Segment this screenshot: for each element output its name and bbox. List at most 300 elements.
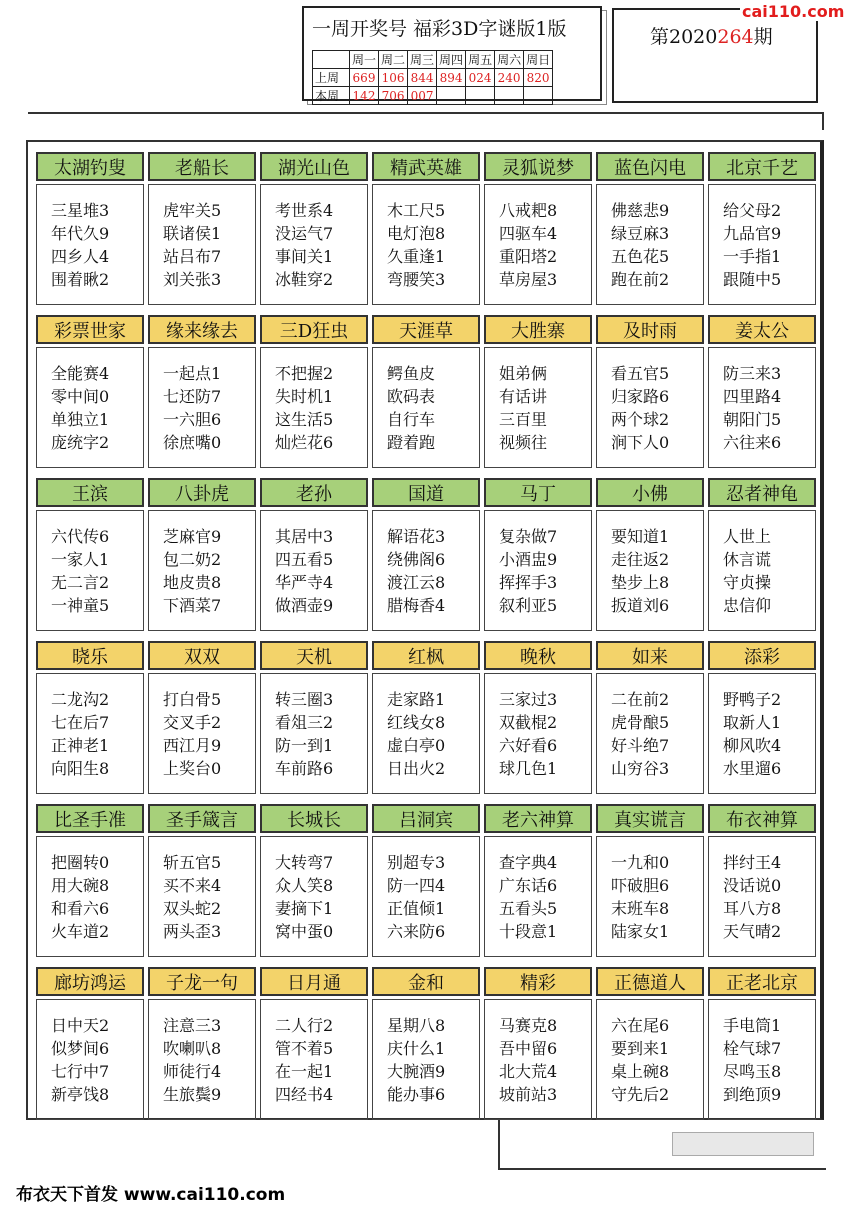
cell-body — [372, 999, 480, 1120]
puzzle-cell — [372, 478, 480, 631]
clue-line: 山穷谷3 — [611, 759, 670, 778]
cell-title: 添彩 — [708, 641, 816, 670]
clue-line: 日中天2 — [51, 1016, 110, 1035]
draw-number: 669 — [350, 69, 379, 87]
cell-title: 八卦虎 — [148, 478, 256, 507]
clue-line: 到绝顶9 — [723, 1085, 782, 1104]
cell-title: 王滨 — [36, 478, 144, 507]
cell-body — [260, 347, 368, 468]
puzzle-cell — [36, 804, 144, 957]
clue-line: 地皮贵8 — [163, 573, 222, 592]
clue-line: 陆家女1 — [611, 922, 670, 941]
clue-line: 零中间0 — [51, 387, 110, 406]
clue-line: 冰鞋穿2 — [275, 270, 334, 289]
clue-line: 六好看6 — [499, 736, 558, 755]
draw-number: 106 — [379, 69, 408, 87]
this-week-row — [313, 87, 553, 105]
cell-body — [36, 999, 144, 1120]
clue-line: 能办事6 — [387, 1085, 446, 1104]
clue-line: 北大荒4 — [499, 1062, 558, 1081]
clue-line: 两个球2 — [611, 410, 670, 429]
issue-number: 第2020264期 — [650, 26, 773, 48]
cell-body — [36, 347, 144, 468]
issue-box — [612, 8, 818, 103]
clue-line: 十段意1 — [499, 922, 558, 941]
clue-line: 站吕布7 — [163, 247, 222, 266]
clue-line: 渡江云8 — [387, 573, 446, 592]
cell-title: 圣手箴言 — [148, 804, 256, 833]
clue-line: 一六胆6 — [163, 410, 222, 429]
cell-title: 如来 — [596, 641, 704, 670]
clue-line: 栓气球7 — [723, 1039, 782, 1058]
clue-line: 绿豆麻3 — [611, 224, 670, 243]
draw-number — [495, 87, 524, 105]
cell-title: 吕洞宾 — [372, 804, 480, 833]
clue-line: 七还防7 — [163, 387, 222, 406]
puzzle-cell — [148, 478, 256, 631]
clue-line: 一神童5 — [51, 596, 110, 615]
clue-line: 年代久9 — [51, 224, 110, 243]
clue-line: 桌上碗8 — [611, 1062, 670, 1081]
clue-line: 买不来4 — [163, 876, 222, 895]
clue-line: 马赛克8 — [499, 1016, 558, 1035]
clue-line: 庞统字2 — [51, 433, 110, 452]
clue-line: 灿烂花6 — [275, 433, 334, 452]
cell-body — [708, 836, 816, 957]
clue-line: 斩五官5 — [163, 853, 222, 872]
cell-title: 比圣手准 — [36, 804, 144, 833]
clue-line: 下酒菜7 — [163, 596, 222, 615]
puzzle-cell — [372, 804, 480, 957]
clue-line: 吓破胆6 — [611, 876, 670, 895]
clue-line: 七行中7 — [51, 1062, 110, 1081]
puzzle-cell — [484, 152, 592, 305]
cell-title: 正老北京 — [708, 967, 816, 996]
clue-line: 朝阳门5 — [723, 410, 782, 429]
cell-body — [596, 184, 704, 305]
cell-body — [484, 347, 592, 468]
clue-line: 六往来6 — [723, 433, 782, 452]
cell-title: 湖光山色 — [260, 152, 368, 181]
clue-line: 八戒耙8 — [499, 201, 558, 220]
clue-line: 和看六6 — [51, 899, 110, 918]
clue-line: 包二奶2 — [163, 550, 222, 569]
clue-line: 七在后7 — [51, 713, 110, 732]
puzzle-cell — [708, 152, 816, 305]
puzzle-cell — [596, 315, 704, 468]
cell-title: 天涯草 — [372, 315, 480, 344]
cell-body — [596, 999, 704, 1120]
cell-body — [36, 184, 144, 305]
clue-line: 弯腰笑3 — [387, 270, 446, 289]
cell-body — [36, 510, 144, 631]
clue-line: 虎骨酿5 — [611, 713, 670, 732]
cell-title: 精彩 — [484, 967, 592, 996]
clue-line: 小酒盅9 — [499, 550, 558, 569]
clue-line: 似梦间6 — [51, 1039, 110, 1058]
cell-title: 小佛 — [596, 478, 704, 507]
puzzle-cell — [708, 967, 816, 1120]
clue-line: 芝麻官9 — [163, 527, 222, 546]
cell-body — [148, 347, 256, 468]
cell-title: 金和 — [372, 967, 480, 996]
cell-title: 三D狂虫 — [260, 315, 368, 344]
clue-line: 不把握2 — [275, 364, 334, 383]
footer-credit: 布衣天下首发 www.cai110.com — [16, 1185, 286, 1205]
clue-line: 看五官5 — [611, 364, 670, 383]
clue-line: 扳道刘6 — [611, 596, 670, 615]
clue-line: 守先后2 — [611, 1085, 670, 1104]
cell-title: 正德道人 — [596, 967, 704, 996]
puzzle-cell — [372, 152, 480, 305]
clue-line: 众人笑8 — [275, 876, 334, 895]
puzzle-cell — [36, 641, 144, 794]
clue-line: 视频往 — [499, 433, 548, 452]
clue-line: 六来防6 — [387, 922, 446, 941]
cell-title: 布衣神算 — [708, 804, 816, 833]
clue-line: 防三来3 — [723, 364, 782, 383]
clue-line: 上奖台0 — [163, 759, 222, 778]
clue-line: 手电筒1 — [723, 1016, 782, 1035]
puzzle-cell — [484, 804, 592, 957]
cell-body — [260, 673, 368, 794]
day-label: 周二 — [379, 51, 408, 69]
clue-line: 大腕酒9 — [387, 1062, 446, 1081]
clue-line: 绕佛阁6 — [387, 550, 446, 569]
cell-body — [708, 510, 816, 631]
cell-body — [708, 673, 816, 794]
cell-body — [148, 999, 256, 1120]
clue-line: 五色花5 — [611, 247, 670, 266]
puzzle-cell — [708, 478, 816, 631]
clue-line: 徐庶嘴0 — [163, 433, 222, 452]
puzzle-cell — [260, 315, 368, 468]
clue-line: 妻摘下1 — [275, 899, 334, 918]
puzzle-cell — [372, 641, 480, 794]
puzzle-cell — [148, 152, 256, 305]
cell-title: 马丁 — [484, 478, 592, 507]
clue-line: 走家路1 — [387, 690, 446, 709]
divider-line — [28, 112, 824, 130]
clue-line: 有话讲 — [499, 387, 548, 406]
clue-line: 吾中留6 — [499, 1039, 558, 1058]
puzzle-cell — [708, 641, 816, 794]
cell-title: 北京千艺 — [708, 152, 816, 181]
cell-title: 忍者神龟 — [708, 478, 816, 507]
clue-line: 鳄鱼皮 — [387, 364, 436, 383]
clue-line: 日出火2 — [387, 759, 446, 778]
clue-line: 叙利亚5 — [499, 596, 558, 615]
clue-line: 火车道2 — [51, 922, 110, 941]
cell-body — [260, 999, 368, 1120]
cell-title: 晚秋 — [484, 641, 592, 670]
draw-number — [524, 87, 553, 105]
clue-line: 复杂做7 — [499, 527, 558, 546]
cell-title: 蓝色闪电 — [596, 152, 704, 181]
header-title: 一周开奖号 福彩3D字谜版1版 — [312, 18, 567, 40]
clue-line: 大转弯7 — [275, 853, 334, 872]
cell-body — [372, 347, 480, 468]
clue-line: 一手指1 — [723, 247, 782, 266]
puzzle-cell — [148, 315, 256, 468]
cell-body — [260, 836, 368, 957]
days-row — [313, 51, 553, 69]
clue-line: 久重逢1 — [387, 247, 446, 266]
draw-number: 820 — [524, 69, 553, 87]
clue-line: 跑在前2 — [611, 270, 670, 289]
clue-line: 三百里 — [499, 410, 548, 429]
clue-line: 打白骨5 — [163, 690, 222, 709]
clue-line: 在一起1 — [275, 1062, 334, 1081]
clue-line: 尽鸣玉8 — [723, 1062, 782, 1081]
puzzle-cell — [372, 967, 480, 1120]
draw-number: 240 — [495, 69, 524, 87]
cell-body — [596, 347, 704, 468]
puzzle-cell — [148, 967, 256, 1120]
cell-body — [372, 836, 480, 957]
clue-line: 归家路6 — [611, 387, 670, 406]
clue-line: 球几色1 — [499, 759, 558, 778]
puzzle-cell — [596, 967, 704, 1120]
cell-body — [708, 347, 816, 468]
day-label: 周三 — [408, 51, 437, 69]
clue-line: 虎牢关5 — [163, 201, 222, 220]
clue-line: 事间关1 — [275, 247, 334, 266]
clue-line: 查字典4 — [499, 853, 558, 872]
cell-body — [148, 673, 256, 794]
clue-line: 欧码表 — [387, 387, 436, 406]
clue-line: 没话说0 — [723, 876, 782, 895]
clue-line: 解语花3 — [387, 527, 446, 546]
puzzle-cell — [36, 478, 144, 631]
clue-line: 正神老1 — [51, 736, 110, 755]
cell-body — [148, 184, 256, 305]
clue-line: 蹬着跑 — [387, 433, 436, 452]
clue-line: 坡前站3 — [499, 1085, 558, 1104]
clue-line: 水里遛6 — [723, 759, 782, 778]
cell-title: 姜太公 — [708, 315, 816, 344]
last-week-label: 上周 — [313, 69, 350, 87]
clue-line: 两头歪3 — [163, 922, 222, 941]
clue-line: 用大碗8 — [51, 876, 110, 895]
puzzle-cell — [260, 804, 368, 957]
clue-line: 新亭饯8 — [51, 1085, 110, 1104]
puzzle-cell — [484, 478, 592, 631]
cell-title: 大胜寨 — [484, 315, 592, 344]
clue-line: 防一四4 — [387, 876, 446, 895]
puzzle-cell — [260, 967, 368, 1120]
cell-title: 国道 — [372, 478, 480, 507]
clue-line: 六在尾6 — [611, 1016, 670, 1035]
cell-body — [36, 836, 144, 957]
cell-title: 廊坊鸿运 — [36, 967, 144, 996]
puzzle-cell — [36, 315, 144, 468]
cell-body — [372, 673, 480, 794]
clue-line: 正值倾1 — [387, 899, 446, 918]
cell-title: 子龙一句 — [148, 967, 256, 996]
puzzle-cell — [708, 315, 816, 468]
clue-line: 西江月9 — [163, 736, 222, 755]
clue-line: 单独立1 — [51, 410, 110, 429]
clue-line: 挥挥手3 — [499, 573, 558, 592]
clue-line: 交叉手2 — [163, 713, 222, 732]
cell-title: 精武英雄 — [372, 152, 480, 181]
clue-line: 重阳塔2 — [499, 247, 558, 266]
clue-line: 广东话6 — [499, 876, 558, 895]
clue-line: 电灯泡8 — [387, 224, 446, 243]
puzzle-cell — [708, 804, 816, 957]
this-week-label: 本周 — [313, 87, 350, 105]
cell-body — [484, 510, 592, 631]
cell-title: 老孙 — [260, 478, 368, 507]
cell-title: 老船长 — [148, 152, 256, 181]
puzzle-cell — [260, 478, 368, 631]
clue-line: 向阳生8 — [51, 759, 110, 778]
draw-number: 024 — [466, 69, 495, 87]
puzzle-cell — [596, 641, 704, 794]
cell-title: 双双 — [148, 641, 256, 670]
clue-line: 休言谎 — [723, 550, 772, 569]
cell-body — [596, 836, 704, 957]
cell-title: 晓乐 — [36, 641, 144, 670]
cell-body — [148, 510, 256, 631]
clue-line: 考世系4 — [275, 201, 334, 220]
clue-line: 自行车 — [387, 410, 436, 429]
clue-line: 一九和0 — [611, 853, 670, 872]
cell-title: 缘来缘去 — [148, 315, 256, 344]
puzzle-cell — [484, 315, 592, 468]
cell-title: 灵狐说梦 — [484, 152, 592, 181]
clue-line: 注意三3 — [163, 1016, 222, 1035]
clue-line: 二龙沟2 — [51, 690, 110, 709]
clue-line: 末班车8 — [611, 899, 670, 918]
cell-body — [596, 673, 704, 794]
clue-line: 拌纣王4 — [723, 853, 782, 872]
draw-number — [466, 87, 495, 105]
clue-line: 红线女8 — [387, 713, 446, 732]
day-label: 周日 — [524, 51, 553, 69]
clue-line: 天气晴2 — [723, 922, 782, 941]
cell-title: 长城长 — [260, 804, 368, 833]
puzzle-cell — [596, 478, 704, 631]
clue-line: 三家过3 — [499, 690, 558, 709]
clue-line: 耳八方8 — [723, 899, 782, 918]
last-week-row — [313, 69, 553, 87]
clue-line: 全能赛4 — [51, 364, 110, 383]
clue-line: 二在前2 — [611, 690, 670, 709]
puzzle-cell — [148, 804, 256, 957]
cell-title: 红枫 — [372, 641, 480, 670]
clue-line: 失时机1 — [275, 387, 334, 406]
clue-line: 三星堆3 — [51, 201, 110, 220]
clue-line: 九品官9 — [723, 224, 782, 243]
puzzle-cell — [596, 804, 704, 957]
clue-line: 给父母2 — [723, 201, 782, 220]
cell-body — [708, 184, 816, 305]
weekly-draw-panel — [302, 6, 602, 101]
clue-line: 防一到1 — [275, 736, 334, 755]
cell-title: 太湖钓叟 — [36, 152, 144, 181]
clue-line: 五看头5 — [499, 899, 558, 918]
clue-line: 佛慈悲9 — [611, 201, 670, 220]
cell-body — [484, 999, 592, 1120]
clue-line: 取新人1 — [723, 713, 782, 732]
clue-line: 人世上 — [723, 527, 772, 546]
clue-line: 做酒壶9 — [275, 596, 334, 615]
clue-line: 二人行2 — [275, 1016, 334, 1035]
cell-body — [484, 673, 592, 794]
cell-body — [372, 510, 480, 631]
draw-number: 007 — [408, 87, 437, 105]
clue-line: 围着瞅2 — [51, 270, 110, 289]
puzzle-cell — [484, 967, 592, 1120]
clue-line: 窝中蛋0 — [275, 922, 334, 941]
cell-body — [260, 184, 368, 305]
cell-body — [484, 184, 592, 305]
clue-line: 木工尺5 — [387, 201, 446, 220]
clue-line: 好斗绝7 — [611, 736, 670, 755]
site-logo[interactable]: cai110.com — [742, 2, 845, 21]
clue-line: 涧下人0 — [611, 433, 670, 452]
clue-line: 要知道1 — [611, 527, 670, 546]
clue-line: 管不着5 — [275, 1039, 334, 1058]
day-label: 周五 — [466, 51, 495, 69]
clue-line: 走往返2 — [611, 550, 670, 569]
clue-line: 一家人1 — [51, 550, 110, 569]
clue-line: 华严寺4 — [275, 573, 334, 592]
clue-line: 四驱车4 — [499, 224, 558, 243]
cell-body — [708, 999, 816, 1120]
clue-line: 一起点1 — [163, 364, 222, 383]
weekly-draw-table — [312, 50, 553, 105]
clue-line: 忠信仰 — [723, 596, 772, 615]
clue-line: 要到来1 — [611, 1039, 670, 1058]
puzzle-cell — [260, 641, 368, 794]
clue-line: 腊梅香4 — [387, 596, 446, 615]
clue-line: 跟随中5 — [723, 270, 782, 289]
cell-body — [148, 836, 256, 957]
clue-line: 把圈转0 — [51, 853, 110, 872]
clue-line: 虚白亭0 — [387, 736, 446, 755]
clue-line: 姐弟俩 — [499, 364, 548, 383]
cell-body — [372, 184, 480, 305]
cell-title: 真实谎言 — [596, 804, 704, 833]
cell-title: 及时雨 — [596, 315, 704, 344]
cell-title: 天机 — [260, 641, 368, 670]
cell-body — [484, 836, 592, 957]
clue-line: 别超专3 — [387, 853, 446, 872]
day-label: 周四 — [437, 51, 466, 69]
puzzle-cell — [260, 152, 368, 305]
cell-body — [596, 510, 704, 631]
bottom-panel — [672, 1132, 814, 1156]
clue-line: 这生活5 — [275, 410, 334, 429]
clue-line: 双截棍2 — [499, 713, 558, 732]
clue-line: 六代传6 — [51, 527, 110, 546]
puzzle-cell — [148, 641, 256, 794]
clue-line: 其居中3 — [275, 527, 334, 546]
cell-title: 老六神算 — [484, 804, 592, 833]
puzzle-cell — [36, 152, 144, 305]
cell-body — [260, 510, 368, 631]
cell-title: 彩票世家 — [36, 315, 144, 344]
clue-line: 柳风吹4 — [723, 736, 782, 755]
draw-number: 142 — [350, 87, 379, 105]
clue-line: 联诸侯1 — [163, 224, 222, 243]
puzzle-cell — [372, 315, 480, 468]
cell-body — [36, 673, 144, 794]
clue-line: 庆什么1 — [387, 1039, 446, 1058]
